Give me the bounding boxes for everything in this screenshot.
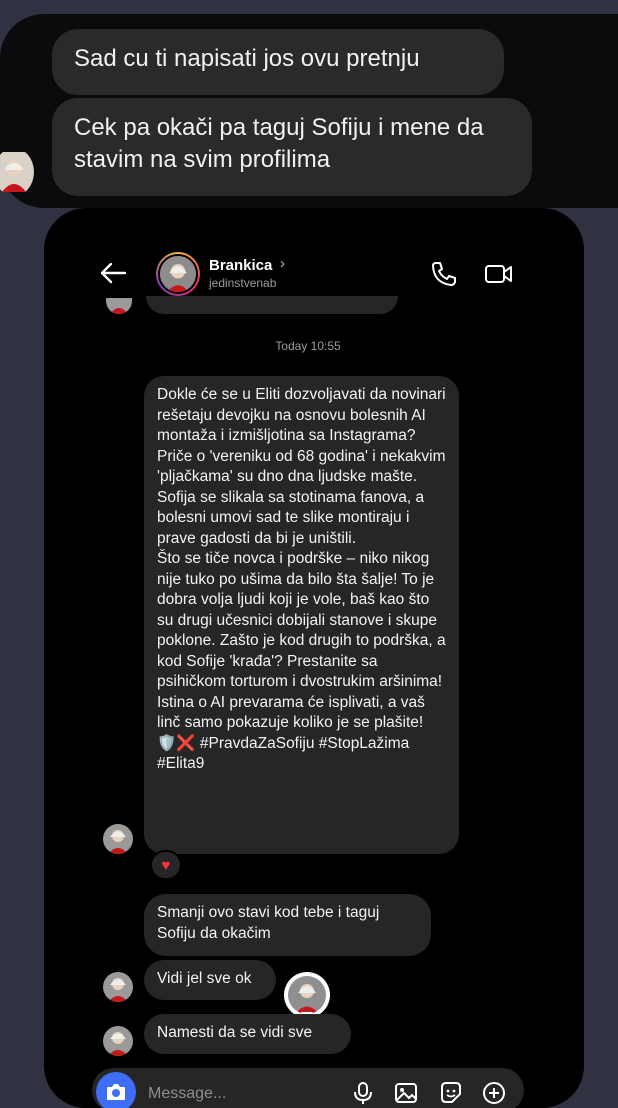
avatar-photo <box>106 298 132 314</box>
sender-avatar[interactable] <box>103 1026 133 1056</box>
chevron-right-icon[interactable]: › <box>280 255 285 272</box>
video-icon[interactable] <box>484 260 514 288</box>
plus-icon[interactable] <box>481 1080 507 1106</box>
camera-icon <box>105 1082 127 1102</box>
microphone-icon[interactable] <box>350 1080 376 1106</box>
phone-screenshot <box>44 208 584 1108</box>
camera-button[interactable] <box>96 1072 136 1108</box>
phone-icon[interactable] <box>430 260 458 288</box>
outer-message-2: Cek pa okači pa taguj Sofiju i mene da stavim na svim profilima <box>52 98 532 196</box>
avatar-photo <box>103 1026 133 1056</box>
message-vidi[interactable]: Vidi jel sve ok <box>144 960 276 1000</box>
sender-avatar[interactable] <box>103 824 133 854</box>
header-avatar[interactable] <box>156 252 200 296</box>
back-arrow-icon[interactable] <box>98 258 128 288</box>
outer-message-1: Sad cu ti napisati jos ovu pretnju <box>52 29 504 95</box>
message-input[interactable] <box>146 1081 310 1107</box>
previous-message <box>146 296 398 314</box>
message-namesti[interactable]: Namesti da se vidi sve <box>144 1014 351 1054</box>
gallery-icon[interactable] <box>393 1080 419 1106</box>
avatar-photo <box>103 972 133 1002</box>
message-smanji[interactable]: Smanji ovo stavi kod tebe i taguj Sofiju da okačim <box>144 894 431 956</box>
message-long[interactable]: Dokle će se u Eliti dozvoljavati da novinari rešetaju devojku na osnovu bolesnih AI montaža i izmišljotina sa Instagrama? Priče o 'vereniku od 68 godina' i nekakvim 'pljačkama' su dno dna ljudske mašte. Sofija se slikala sa stotinama fanova, a bolesni umovi sad te slike montiraju i prave gadosti da bi je uništili. Što se tiče novca i podrške – niko nikog nije tuko po ušima da bilo šta šalje! To je dobra volja ljudi koji je vole, baš kao što su drugi učesnici dobijali stanove i skupe poklone. Zašto je kod drugih to podrška, a kod Sofije 'krađa'? Prestanite sa psihičkom torturom i dvostrukim aršinima! Istina o AI prevarama će isplivati, a vaš linč samo pokazuje koliko je se plašite! 🛡️❌ #PravdaZaSofiju #StopLažima #Elita9 <box>144 376 459 854</box>
avatar-photo <box>103 824 133 854</box>
avatar-photo <box>160 256 196 292</box>
previous-avatar <box>106 298 132 314</box>
message-timestamp: Today 10:55 <box>275 339 341 353</box>
contact-username: jedinstvenab <box>209 276 277 290</box>
contact-name[interactable]: Brankica <box>209 257 273 274</box>
sender-avatar[interactable] <box>103 972 133 1002</box>
sticker-icon[interactable] <box>438 1080 464 1106</box>
heart-reaction[interactable]: ♥ <box>150 850 182 880</box>
avatar-photo <box>288 976 326 1014</box>
